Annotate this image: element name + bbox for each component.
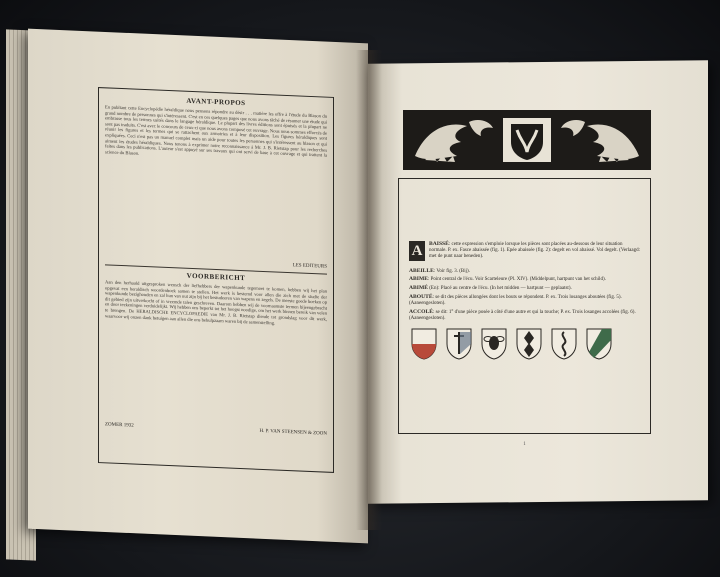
shield-lozenges-icon xyxy=(516,328,542,360)
footer-date: ZOMER 1932 xyxy=(105,422,134,429)
page-number: 1 xyxy=(523,442,526,447)
shield-bend-icon xyxy=(586,328,612,360)
left-text-frame xyxy=(98,87,334,473)
shield-bee-icon xyxy=(481,328,507,360)
shield-snake-icon xyxy=(551,328,577,360)
dictionary-entry: ABIME: Point central de l'écu. Voir Scarteleure (Pl. XIV). (Middelpunt, hartpunt van het schild). xyxy=(409,276,606,283)
voorbericht-title: VOORBERICHT xyxy=(186,271,246,283)
dictionary-entry: ACCOLÉ: se dit: 1° d'une pièce posée à côté d'une autre et qui la touche; P. ex. Trois losanges accolées (fig. 6). (Aaneengesloten). xyxy=(409,308,636,321)
dictionary-entry: BAISSÉ: cette expression s'emploie lorsque les pièces sont placées au-dessous de leur situation normale. P. ex. Fasce abaissée (fig. 1). Epée abaissée (fig. 2): degelt en vol abaissé. Vol degelt. (Verlaagd: met de punt naar beneden). xyxy=(429,241,640,260)
book-gutter xyxy=(356,50,382,530)
shield-fess-icon xyxy=(411,328,437,360)
ornamental-banner xyxy=(403,110,651,170)
dictionary-entry: ABEILLE: Voir fig. 3. (Bij). xyxy=(409,267,470,274)
avant-propos-title: AVANT-PROPOS xyxy=(186,96,246,108)
publisher-signature: H. P. VAN STEENSEN & ZOON xyxy=(259,428,327,437)
dictionary-entry: ABIMÉ (En): Placé au centre de l'écu. (In het midden — hartpunt — geplaatst). xyxy=(409,284,572,291)
dictionary-entry: ABOUTÉ: se dit des pièces allongées dont les bouts se répondent. P. ex. Trois losanges aboutées (fig. 5). (Aaneengesloten). xyxy=(409,293,622,306)
shield-sword-icon xyxy=(446,328,472,360)
right-text-frame xyxy=(398,178,651,447)
editors-signature: LES EDITEURS xyxy=(292,263,327,270)
voorbericht-text: Aan den herhaald uitgesproken wensch der liefhebbers der wapenkunde tegemoet te komen, hebben wij het plan opgevat een heraldisch woordenboek samen te stellen. Het werk is bestemd voor allen die zich met de studie der wapenkunde bezighouden en zal hun van nut zijn bij het bestudeeren van wapens en zegels. De meeste goede boeken op dit gebied zijn uitverkocht of in vreemde talen geschreven. Daarom hebben wij de voornaamste termen bijeengebracht en door teekeningen verduidelijkt. Wij hebben ons beperkt tot het hoogst noodige, om het werk binnen bereik van velen te brengen. De HERALDISCHE ENCYCLOPAEDIE van Mr. J. B. Rietstap diende tot grondslag voor dit werk, waarvoor wij onzen dank betuigen aan allen die ons behulpzaam waren bij de samenstelling. xyxy=(105,279,327,326)
avant-propos-text: En publiant cette Encyclopédie héraldique nous pensons répondre au désir . . . matière les offre à l'étude du Blason du grand nombre de personnes qui s'intéressent. C'est en ces quelques pages que nous avons tâché de résumer une étude qui embrasse tous les termes usités dans le langage héraldique. Le plupart des livres éditions sont épuisés et la plupart ne sont pas traduits. C'est avec le concours de ceux-ci que nous avons composé cet ouvrage. Nous nous sommes efforcés de réunir les figures et les termes qui se rattachent aux armoiries et à leur disposition. Les figures héraldiques sont expliquées. Ceci n'est pas un manuel complet mais un aide pour toutes les personnes qui s'intéressent au blason et qui aiment les études héraldiques. Nous tenons à exprimer notre reconnaissance à Mr. J. B. Rietstap pour les recherches faites dans les publications. L'auteur s'est appuyé sur ses travaux qui ont servi de base à cet ouvrage et qui traitent la science du Blason. xyxy=(105,104,327,158)
shield-figures xyxy=(409,328,640,360)
dropcap-letter: A xyxy=(409,241,425,261)
griffin-ornament-image xyxy=(405,112,649,168)
